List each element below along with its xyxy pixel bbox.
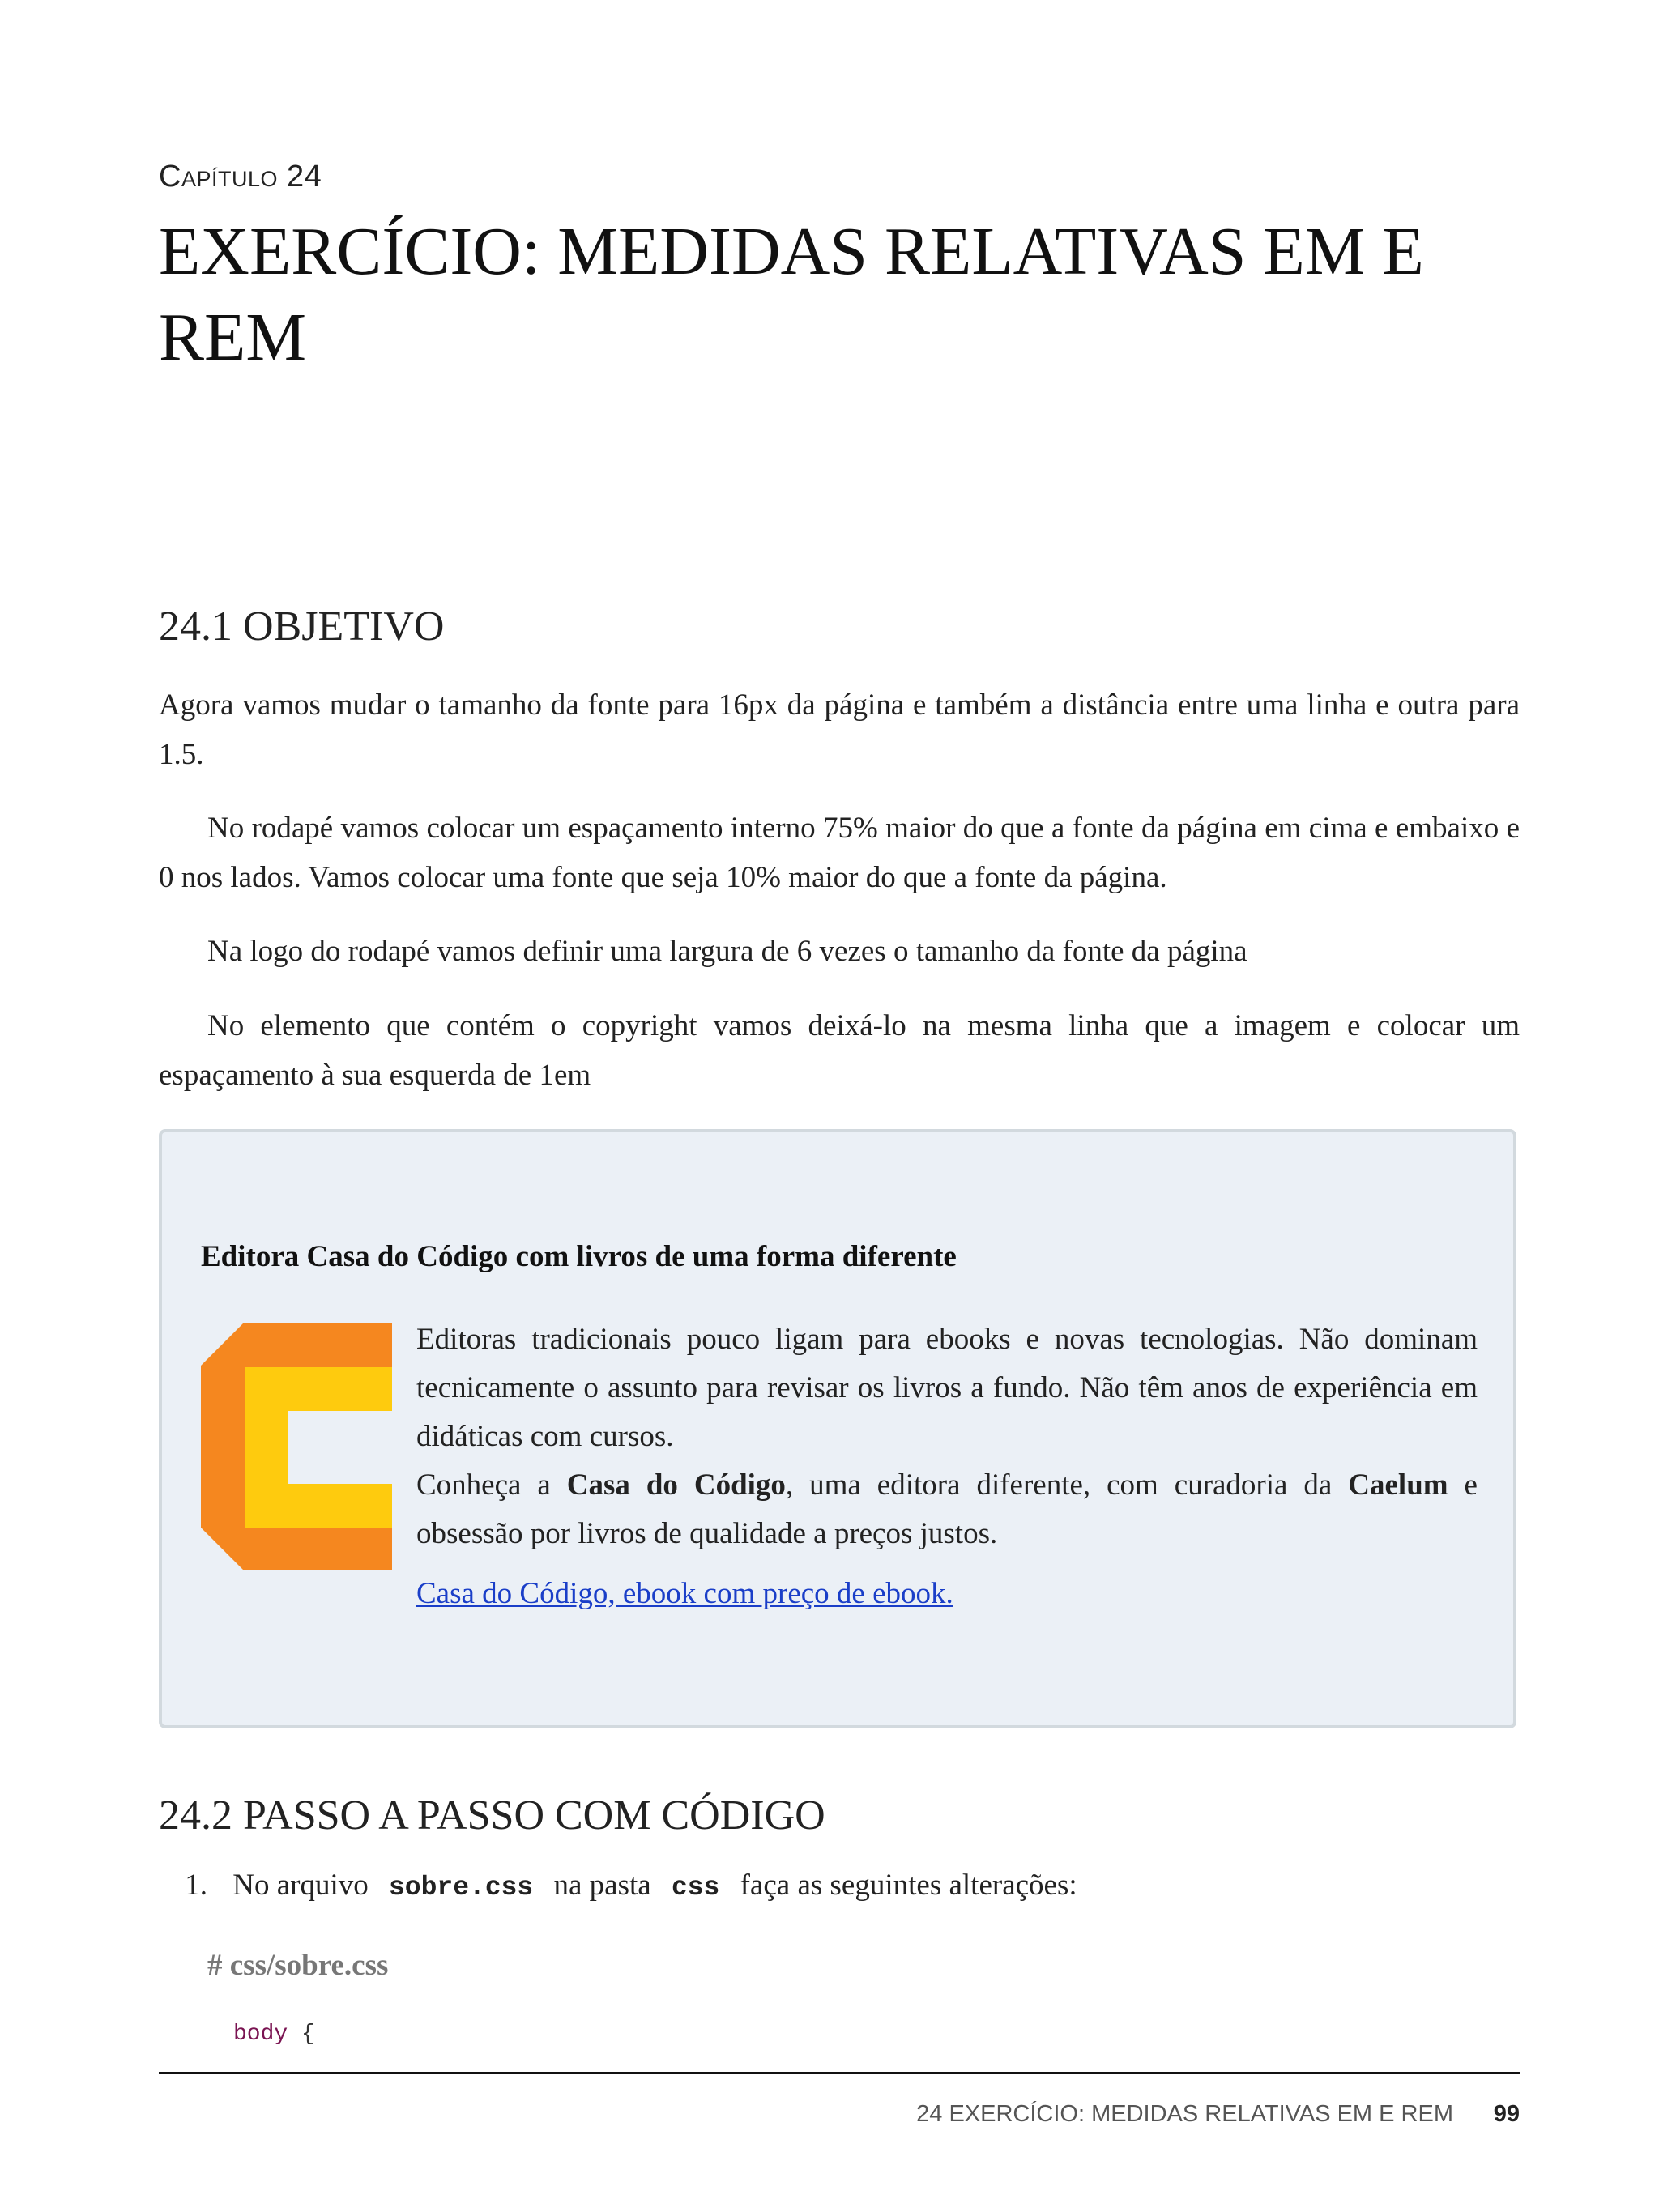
book-page <box>159 0 1520 2212</box>
paragraph-3: Na logo do rodapé vamos definir uma largura de 6 vezes o tamanho da fonte da página <box>207 935 1247 968</box>
step-prefix: No arquivo <box>232 1869 369 1902</box>
code-selector: body <box>233 2022 288 2047</box>
ad-text-bold-casa: Casa do Código <box>566 1468 786 1502</box>
section-title-passo-a-passo: 24.2 PASSO A PASSO COM CÓDIGO <box>159 1792 825 1839</box>
footer-page-number: 99 <box>1493 2101 1520 2127</box>
ad-text-2-middle: , uma editora diferente, com curadoria da <box>785 1468 1349 1502</box>
ad-heading: Editora Casa do Código com livros de uma forma diferente <box>201 1240 957 1273</box>
chapter-title: EXERCÍCIO: MEDIDAS RELATIVAS EM E REM <box>159 214 1424 375</box>
ad-text-bold-caelum: Caelum <box>1348 1468 1448 1502</box>
ad-description <box>416 1315 1478 1558</box>
footer-running-title: 24 EXERCÍCIO: MEDIDAS RELATIVAS EM E REM <box>916 2101 1453 2127</box>
ad-text-2-prefix: Conheça a <box>416 1468 567 1502</box>
step-number: 1. <box>185 1869 207 1902</box>
step-middle: na pasta <box>553 1869 651 1902</box>
paragraph-1: Agora vamos mudar o tamanho da fonte para 16px da página e também a distância entre uma linha e outra para 1.5. <box>159 688 1520 771</box>
ad-link[interactable]: Casa do Código, ebook com preço de ebook. <box>416 1577 953 1610</box>
logo-cutout <box>288 1411 392 1484</box>
step-suffix: faça as seguintes alterações: <box>740 1869 1077 1902</box>
step-folder: css <box>671 1873 720 1903</box>
code-brace: { <box>301 2022 315 2047</box>
ad-text-1: Editoras tradicionais pouco ligam para ebooks e novas tecnologias. Não dominam tecnicamente o assunto para revisar os livros a fundo. Não têm anos de experiência em didáticas com cursos. <box>416 1323 1478 1453</box>
code-file-comment: # css/sobre.css <box>207 1949 389 1982</box>
ad-text-2-suffix: e obsessão por livros de qualidade a preços justos. <box>416 1468 1478 1550</box>
chapter-label: Capítulo 24 <box>159 160 322 194</box>
section-title-objetivo: 24.1 OBJETIVO <box>159 603 445 650</box>
step-list-item <box>159 1868 1077 1903</box>
code-line <box>233 2022 315 2047</box>
footer-divider <box>159 2072 1520 2074</box>
casa-do-codigo-logo <box>201 1323 392 1570</box>
paragraph-2: No rodapé vamos colocar um espaçamento interno 75% maior do que a fonte da página em cima e embaixo e 0 nos lados. Vamos colocar uma fonte que seja 10% maior do que a fonte da página. <box>159 812 1520 894</box>
paragraph-4: No elemento que contém o copyright vamos deixá-lo na mesma linha que a imagem e colocar um espaçamento à sua esquerda de 1em <box>159 1009 1520 1092</box>
step-file: sobre.css <box>389 1873 534 1903</box>
publisher-ad-box <box>159 1129 1516 1728</box>
